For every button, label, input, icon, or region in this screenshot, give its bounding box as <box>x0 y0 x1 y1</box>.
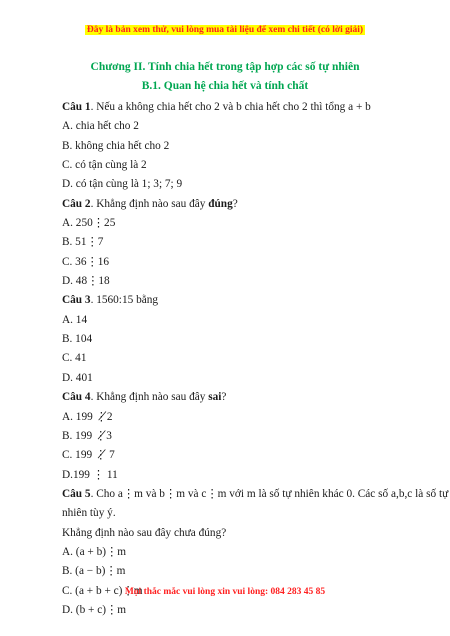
preview-banner <box>0 25 450 35</box>
option: A. chia hết cho 2 <box>62 120 139 133</box>
question-text: . Nếu a không chia hết cho 2 và b chia hết cho 2 thì tổng a + b <box>90 101 371 113</box>
option: A. (a + b)⋮m <box>62 545 127 558</box>
question-emphasis: sai <box>208 391 222 404</box>
option: B. 51⋮7 <box>62 236 104 249</box>
option: D. 401 <box>62 371 93 384</box>
question-text-after: ? <box>232 197 238 210</box>
option: C. 41 <box>62 352 87 365</box>
section-title: B.1. Quan hệ chia hết và tính chất <box>141 80 309 92</box>
option: B. (a − b)⋮m <box>62 565 126 578</box>
question-list <box>62 98 449 620</box>
contact-footer: Mọi thắc mắc vui lòng xin vui lòng: 084 283 45 85 <box>124 587 326 597</box>
option: C. (a + b + c)⋮m <box>62 584 143 597</box>
question-label: Câu 1 <box>62 101 91 113</box>
option: A. 199 ⋮̸2 <box>62 410 113 423</box>
question-label: Câu 2 <box>62 197 91 210</box>
question-text: . Khẳng định nào sau đây <box>90 391 209 404</box>
option: D. 48⋮18 <box>62 275 110 288</box>
question-4 <box>62 388 430 407</box>
question-1 <box>62 98 430 117</box>
question-label: Câu 5 <box>62 487 91 500</box>
option: D. (b + c)⋮m <box>62 603 127 616</box>
question-text: . Cho a⋮m và b⋮m và c⋮m với m là số tự nhiên khác 0. Các số a,b,c là số tự <box>90 487 449 500</box>
question-prompt: Khẳng định nào sau đây chưa đúng? <box>62 526 227 539</box>
question-label: Câu 4 <box>62 391 91 404</box>
option: B. 199 ⋮̸3 <box>62 429 112 442</box>
question-text-continued: nhiên tùy ý. <box>62 507 116 520</box>
chapter-title: Chương II. Tính chia hết trong tập hợp các số tự nhiên <box>90 61 360 73</box>
preview-banner-text: Đây là bản xem thử, vui lòng mua tài liệu để xem chi tiết (có lời giải) <box>86 25 364 35</box>
question-3 <box>62 291 430 310</box>
question-5 <box>62 485 449 504</box>
option: C. 199 ⋮̸ 7 <box>62 449 115 462</box>
option: A. 14 <box>62 313 88 326</box>
question-text: . 1560:15 bằng <box>90 294 159 307</box>
option: B. 104 <box>62 333 93 346</box>
question-text: . Khẳng định nào sau đây <box>90 197 209 210</box>
option: B. không chia hết cho 2 <box>62 139 170 152</box>
question-text-after: ? <box>221 391 227 404</box>
option: C. có tận cùng là 2 <box>62 159 147 172</box>
question-emphasis: đúng <box>208 197 233 210</box>
option: D. có tận cùng là 1; 3; 7; 9 <box>62 178 183 191</box>
option: C. 36⋮16 <box>62 255 110 268</box>
question-2 <box>62 195 430 214</box>
option: D.199 ⋮ 11 <box>62 468 118 481</box>
option: A. 250⋮25 <box>62 217 116 230</box>
question-label: Câu 3 <box>62 294 91 307</box>
